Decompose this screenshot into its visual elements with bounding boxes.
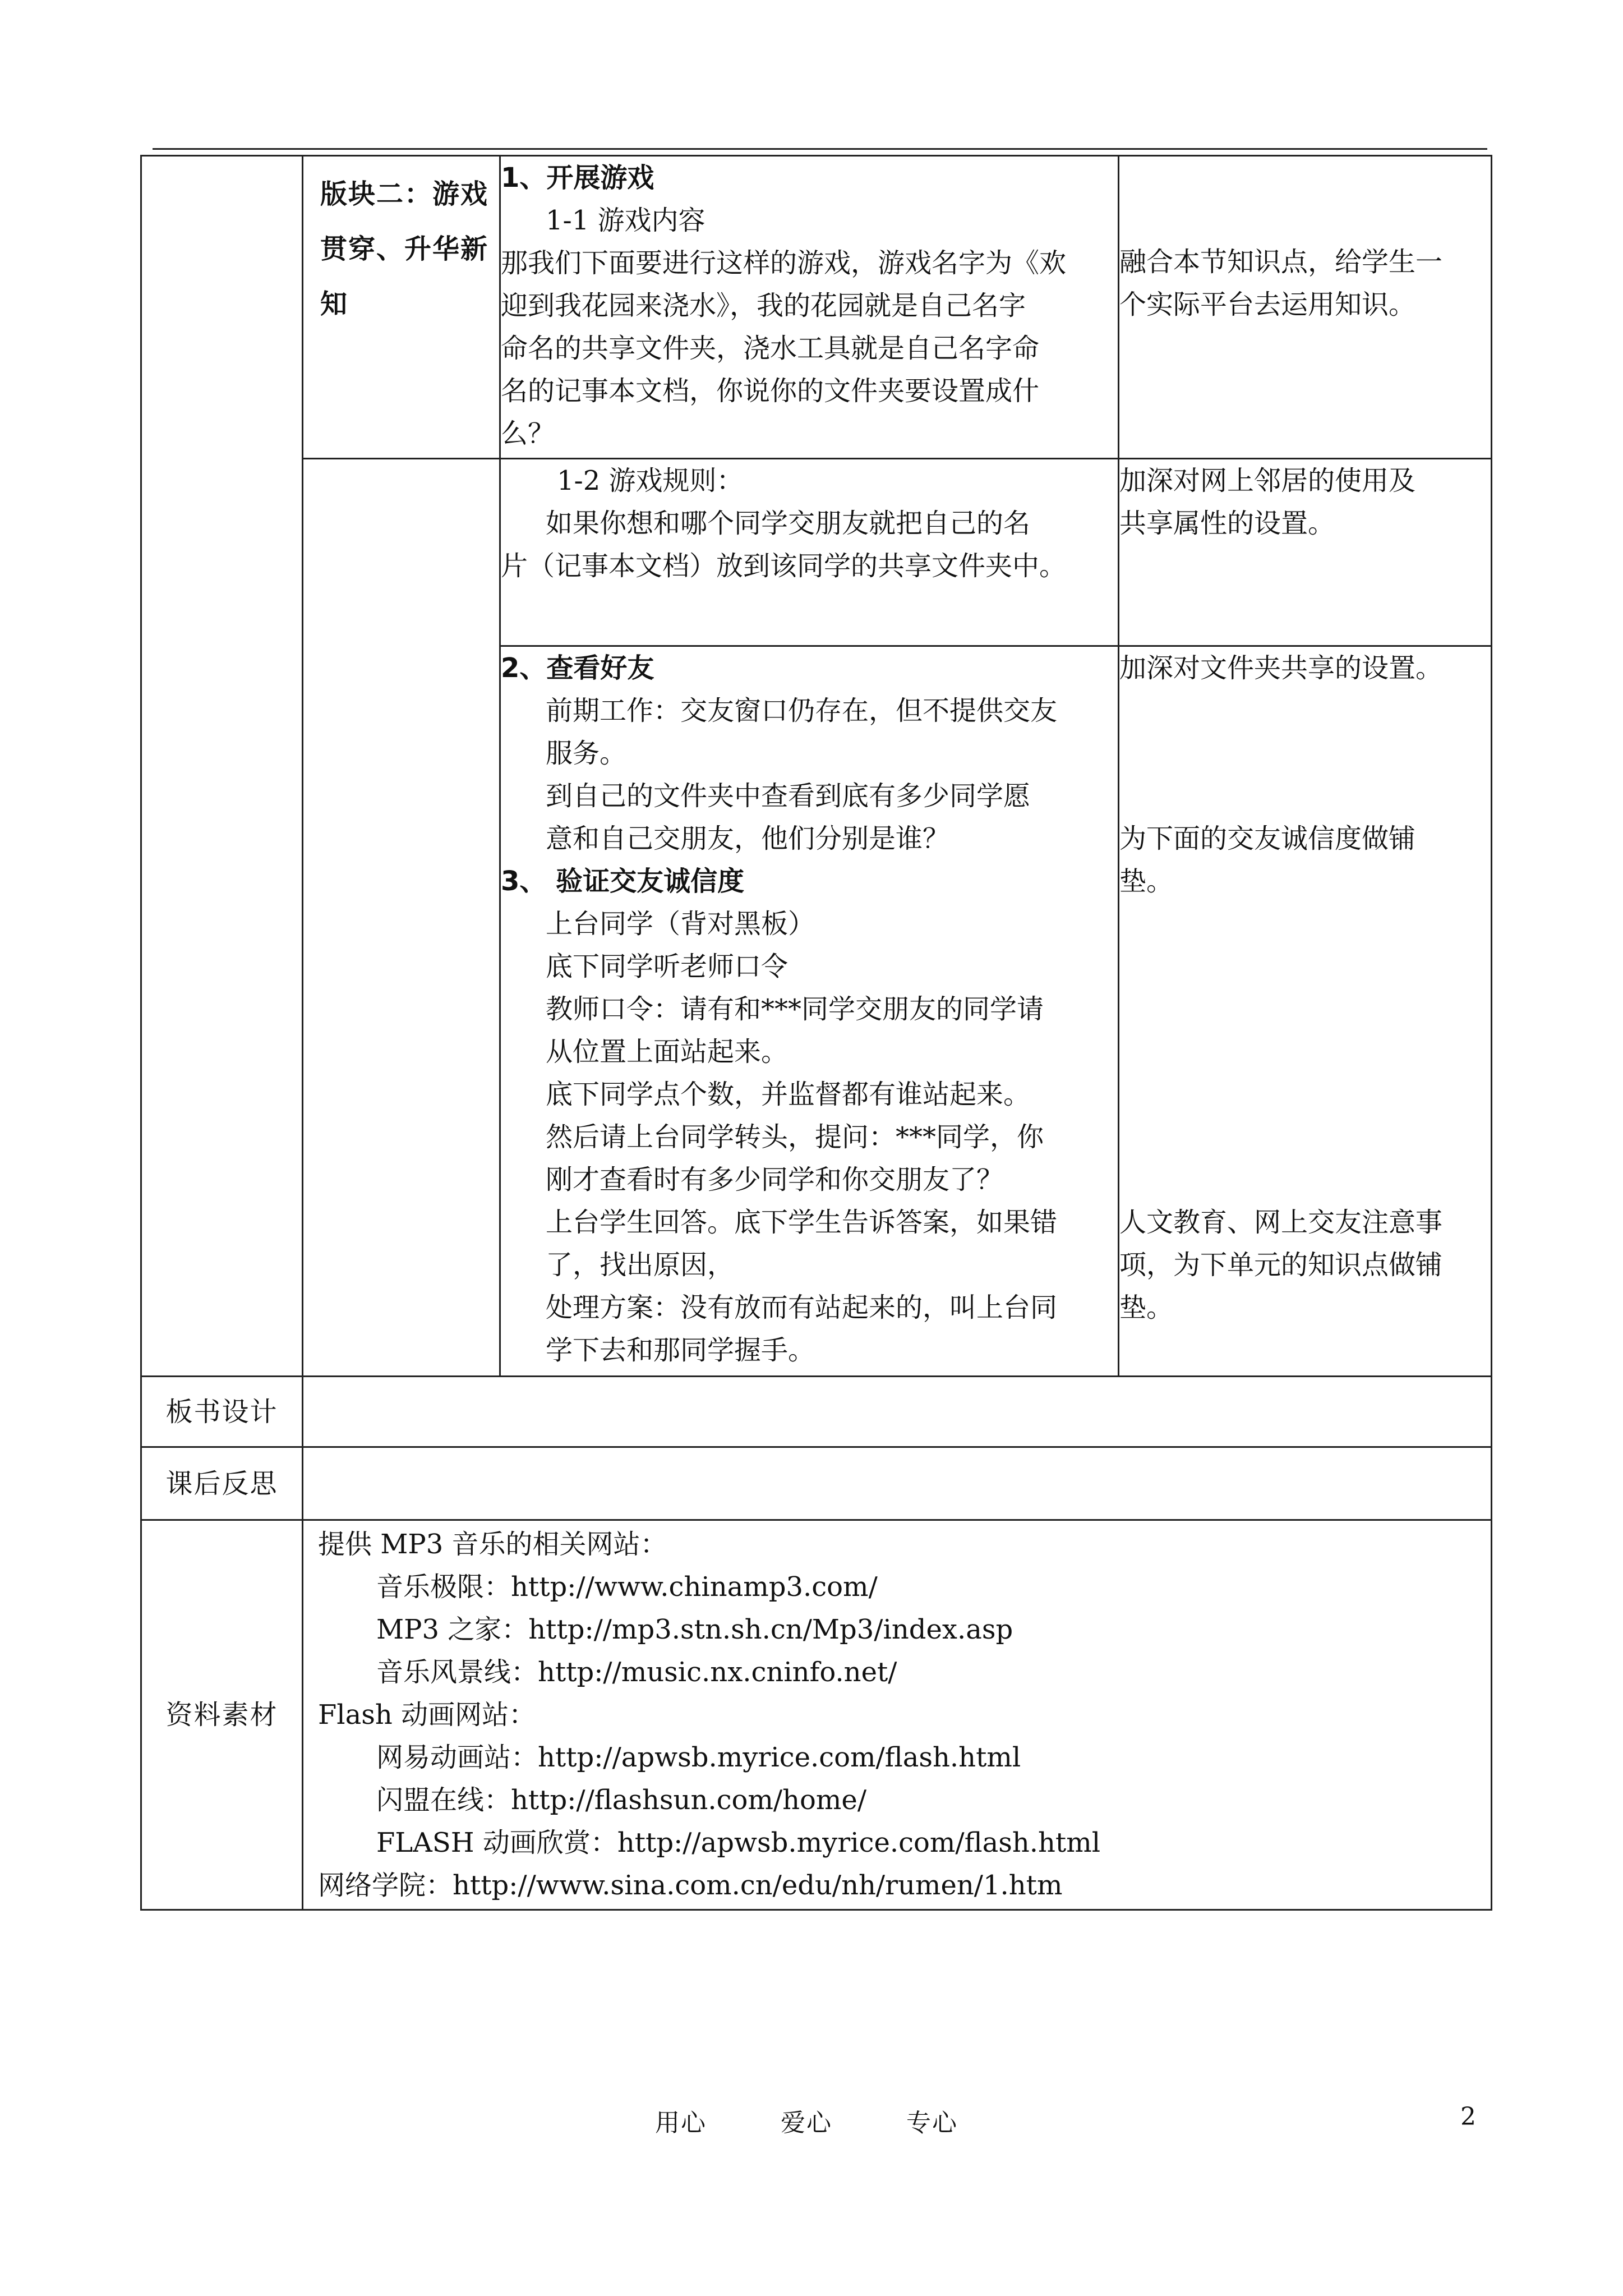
text-line: 到自己的文件夹中查看到底有多少同学愿 xyxy=(546,780,1031,812)
resource-link: 音乐风景线：http://music.nx.cninfo.net/ xyxy=(376,1657,897,1688)
game-subheading: 1-1 游戏内容 xyxy=(546,205,706,236)
section-label-line: 贯穿、升华新 xyxy=(320,233,489,265)
text-line: 片（记事本文档）放到该同学的共享文件夹中。 xyxy=(501,550,1067,582)
footer-word: 专心 xyxy=(906,2109,958,2137)
text-line: 刚才查看时有多少同学和你交朋友了？ xyxy=(546,1164,1004,1195)
note-cell xyxy=(1119,459,1492,646)
reflection-content xyxy=(303,1447,1492,1520)
resource-link: 网络学院：http://www.sina.com.cn/edu/nh/rumen/1.htm xyxy=(318,1870,1063,1901)
resources-label-cell xyxy=(141,1520,303,1910)
text-line: 前期工作：交友窗口仍存在，但不提供交友 xyxy=(546,695,1058,726)
text-line: 处理方案：没有放而有站起来的，叫上台同 xyxy=(546,1292,1058,1323)
rules-cell xyxy=(500,459,1119,646)
note-line: 为下面的交友诚信度做铺 xyxy=(1119,823,1416,854)
note-line: 垫。 xyxy=(1119,866,1174,897)
table-row xyxy=(141,1447,1492,1520)
game-content-cell xyxy=(500,156,1119,459)
board-design-label: 板书设计 xyxy=(165,1396,278,1428)
text-line: 然后请上台同学转头，提问：***同学，你 xyxy=(546,1121,1044,1153)
footer-motto xyxy=(655,2102,1023,2138)
resource-link: 网易动画站：http://apwsb.myrice.com/flash.html xyxy=(376,1742,1021,1773)
text-line: 上台同学（背对黑板） xyxy=(546,908,815,940)
table-row xyxy=(141,459,1492,646)
header-rule xyxy=(153,148,1487,150)
text-line: 学下去和那同学握手。 xyxy=(546,1335,815,1366)
game-heading: 1、开展游戏 xyxy=(501,162,654,194)
friends-heading: 2、查看好友 xyxy=(501,652,654,684)
text-line: 那我们下面要进行这样的游戏，游戏名字为《欢 xyxy=(501,247,1067,279)
text-line: 上台学生回答。底下学生告诉答案，如果错 xyxy=(546,1207,1058,1238)
friends-cell xyxy=(500,646,1119,1377)
table-row xyxy=(141,1377,1492,1447)
resource-link: 音乐极限：http://www.chinamp3.com/ xyxy=(376,1571,878,1603)
board-design-label-cell xyxy=(141,1377,303,1447)
resources-intro: 提供 MP3 音乐的相关网站： xyxy=(318,1529,667,1560)
reflection-label-cell xyxy=(141,1447,303,1520)
text-line: 教师口令：请有和***同学交朋友的同学请 xyxy=(546,993,1044,1025)
rules-subheading: 1-2 游戏规则： xyxy=(557,465,744,496)
note-cell xyxy=(1119,156,1492,459)
text-line: 了，找出原因， xyxy=(546,1249,735,1281)
text-line: 么？ xyxy=(501,418,555,449)
note-cell xyxy=(1119,646,1492,1377)
resource-link: 闪盟在线：http://flashsun.com/home/ xyxy=(376,1784,867,1816)
section-label-line: 版块二：游戏 xyxy=(320,178,489,210)
text-line: 如果你想和哪个同学交朋友就把自己的名 xyxy=(546,508,1031,539)
note-line: 加深对文件夹共享的设置。 xyxy=(1119,652,1443,684)
text-line: 命名的共享文件夹，浇水工具就是自己名字命 xyxy=(501,333,1040,364)
text-line: 迎到我花园来浇水》，我的花园就是自己名字 xyxy=(501,290,1026,321)
section-label-cell xyxy=(303,156,500,459)
lesson-plan-table xyxy=(140,155,1492,1911)
resources-label: 资料素材 xyxy=(165,1699,278,1731)
text-line: 服务。 xyxy=(546,738,627,769)
text-line: 意和自己交朋友，他们分别是谁？ xyxy=(546,823,950,854)
flash-intro: Flash 动画网站： xyxy=(318,1699,536,1731)
table-row xyxy=(141,1520,1492,1910)
footer-word: 用心 xyxy=(655,2109,707,2137)
resource-link: FLASH 动画欣赏：http://apwsb.myrice.com/flash.html xyxy=(376,1827,1101,1858)
section-label-line: 知 xyxy=(320,288,349,320)
text-line: 底下同学听老师口令 xyxy=(546,951,789,982)
note-line: 加深对网上邻居的使用及 xyxy=(1119,465,1416,496)
footer-word: 爱心 xyxy=(781,2109,832,2137)
board-design-content xyxy=(303,1377,1492,1447)
note-line: 项，为下单元的知识点做铺 xyxy=(1119,1249,1443,1281)
note-line: 人文教育、网上交友注意事 xyxy=(1119,1207,1443,1238)
note-line: 个实际平台去运用知识。 xyxy=(1119,289,1416,320)
honesty-heading: 3、 验证交友诚信度 xyxy=(501,866,745,897)
page-number: 2 xyxy=(1460,2102,1476,2131)
note-line: 垫。 xyxy=(1119,1292,1174,1323)
empty-left-cell xyxy=(141,156,303,1377)
empty-section-cell xyxy=(303,459,500,1377)
table-row xyxy=(141,156,1492,459)
resources-content xyxy=(303,1520,1492,1910)
text-line: 名的记事本文档，你说你的文件夹要设置成什 xyxy=(501,375,1040,407)
resource-link: MP3 之家：http://mp3.stn.sh.cn/Mp3/index.asp xyxy=(376,1614,1013,1645)
note-line: 共享属性的设置。 xyxy=(1119,508,1335,539)
reflection-label: 课后反思 xyxy=(165,1467,278,1499)
note-line: 融合本节知识点，给学生一 xyxy=(1119,246,1443,278)
text-line: 底下同学点个数，并监督都有谁站起来。 xyxy=(546,1079,1031,1110)
text-line: 从位置上面站起来。 xyxy=(546,1036,789,1068)
